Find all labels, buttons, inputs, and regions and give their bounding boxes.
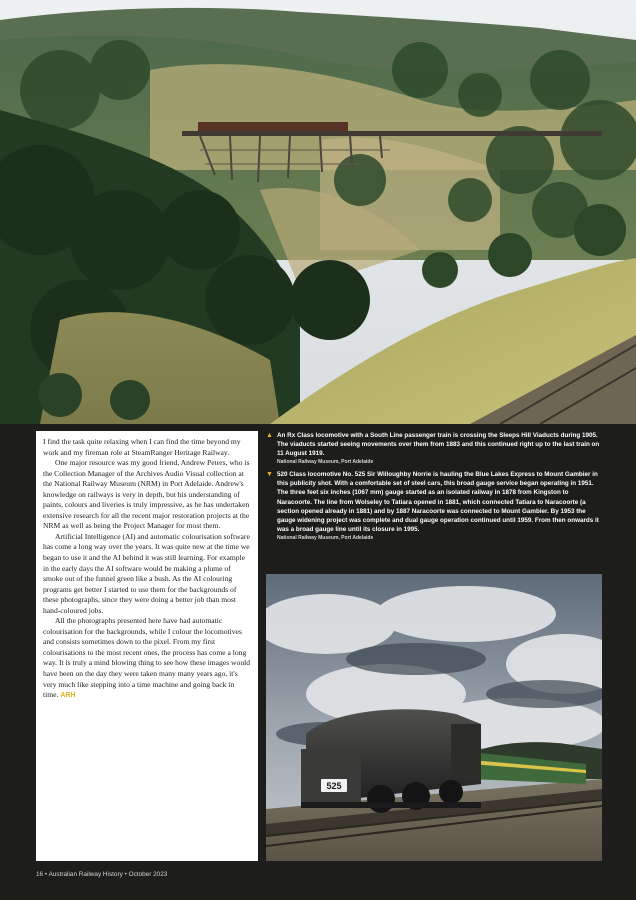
caption-locomotive-credit: National Railway Museum, Port Adelaide	[277, 534, 374, 541]
viaduct-photograph	[0, 0, 636, 424]
article-paragraph-2: One major resource was my good friend, Andrew Peters, who is the Collection Manager of the Archives Audio Visual collection at the National Railway Museum (NRM) in Port Adelaide. Andrew's knowledge on railways is very in depth, but his understanding of paints, colours and liveries is truly impressive, as he has undertaken extensive research for all the recent major restoration projects at the NRM as well as being the Project Manager for most them.	[43, 458, 250, 531]
caption-arrow-up-icon: ▲	[266, 432, 273, 439]
page-number: 16	[36, 871, 44, 878]
caption-viaduct-text: An Rx Class locomotive with a South Line passenger train is crossing the Sleeps Hill Viaducts during 1905. The viaducts started seeing movements over them from 1883 and this continued right up to the last train on 11 August 1919.	[277, 432, 600, 458]
photo-captions	[266, 431, 602, 546]
footer-separator-2: •	[124, 871, 127, 878]
locomotive-illustration	[266, 574, 602, 861]
article-paragraph-3: Artificial Intelligence (AI) and automatic colourisation software has come a long way over the years. It was quite new at the time we began to use it and the AI behind it was still learning. For example in the early days the AI software would be making a plume of smoke out of the funnel green like a bush. As the AI colouring programs get better I started to use them for the backgrounds of these photographs, since they were doing a better job than most hand-coloured jobs.	[43, 531, 250, 615]
publication-title: Australian Railway History	[48, 871, 123, 878]
caption-viaduct-credit: National Railway Museum, Port Adelaide	[277, 459, 374, 466]
article-paragraph-4-text: All the photographs presented here have had automatic colourisation for the backgrounds, while I colour the locomotives and consists sometimes down to the pixel. From my first colourisations to the most recent ones, the process has come a long way. It is truly a mind blowing thing to see how these images would have been on the day they were taken many many years ago, it's very much like stepping into a time machine and going back in time.	[43, 616, 251, 700]
article-paragraph-4	[43, 616, 251, 701]
issue-date: October 2023	[128, 871, 168, 878]
article-body	[36, 431, 258, 861]
caption-locomotive	[266, 470, 602, 542]
end-mark: ARH	[60, 692, 76, 700]
caption-viaduct	[266, 431, 602, 466]
viaduct-landscape-illustration	[0, 0, 636, 424]
page-footer	[36, 871, 167, 879]
locomotive-photograph	[266, 574, 602, 861]
caption-arrow-down-icon: ▼	[266, 471, 273, 479]
locomotive-number-plate: 525	[326, 781, 342, 791]
article-paragraph-1: I find the task quite relaxing when I can find the time beyond my work and my fireman role at SteamRanger Heritage Railway.	[43, 437, 241, 457]
steam-locomotive	[301, 709, 481, 813]
footer-separator-1: •	[44, 871, 48, 878]
caption-locomotive-text: 520 Class locomotive No. 525 Sir Willoughby Norrie is hauling the Blue Lakes Express to Mount Gambier in this publicity shot. With a comfortable set of steel cars, this broad gauge service began operating in 1951. The three feet six inches (1067 mm) gauge started as an isolated railway in 1878 from Kingston to Naracoorte. The line from Wolseley to Tatiara opened in 1881, which connected Tatiara to Naracoorte (a section opened already in 1881) and by 1887 Naracoorte was connected to Mount Gambier. By 1953 the gauge widening project was complete and dual gauge operation continued until 1959. From then onwards it was a broad gauge line until its closure in 1995.	[277, 471, 599, 533]
